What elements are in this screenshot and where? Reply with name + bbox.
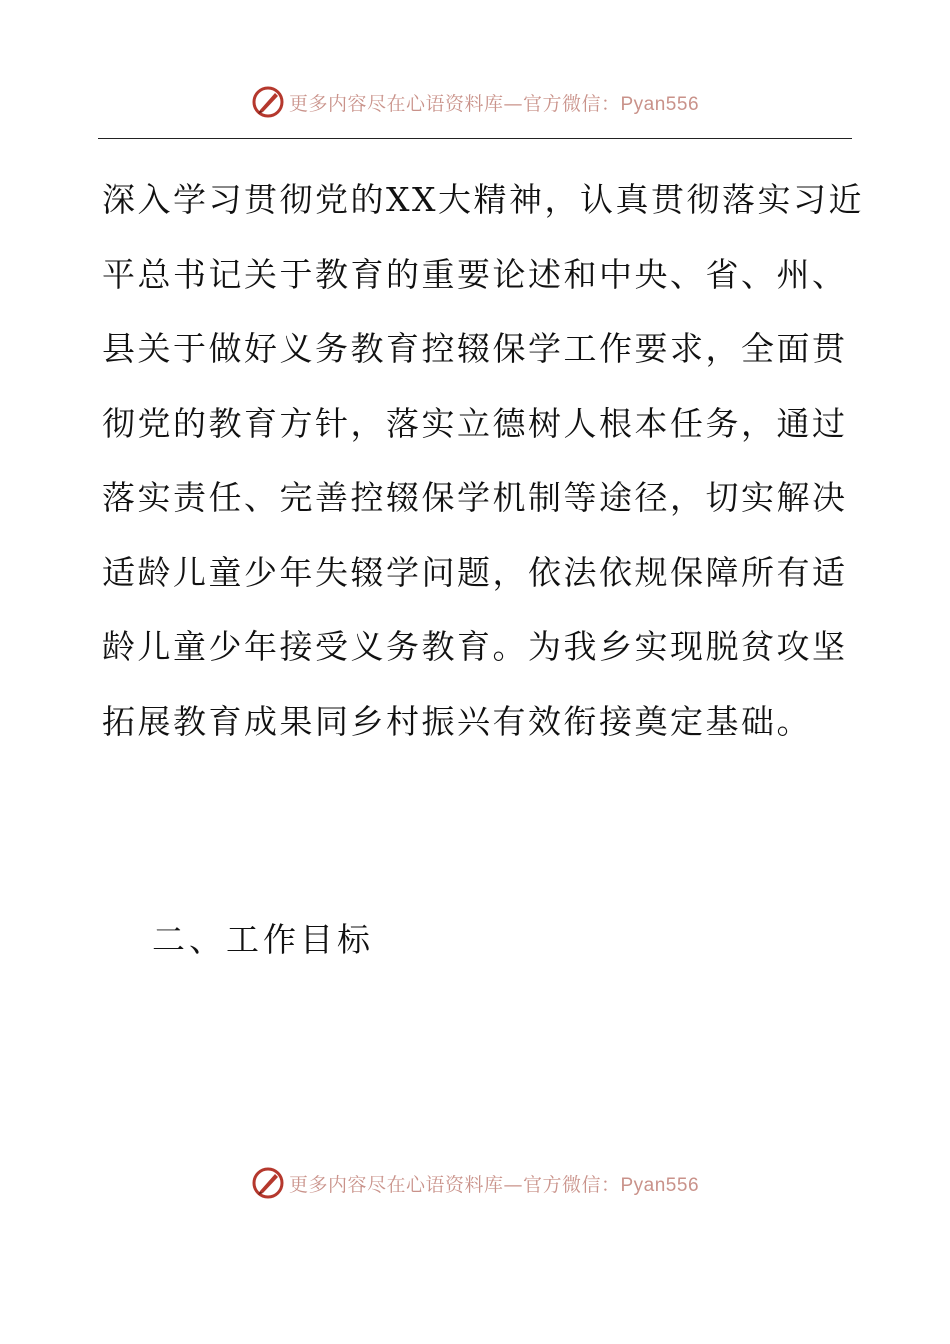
header-banner-wechat-id: Pyan556 <box>620 93 700 115</box>
paragraph-line: 彻党的教育方针，落实立德树人根本任务，通过 <box>102 403 848 443</box>
paragraph-line: 深入学习贯彻党的XX大精神，认真贯彻落实习近 <box>102 180 864 219</box>
paragraph-line: 平总书记关于教育的重要论述和中央、省、州、 <box>102 254 848 294</box>
footer-banner <box>0 1163 950 1203</box>
body-paragraph <box>102 163 864 759</box>
header-divider <box>98 138 852 139</box>
footer-banner-text <box>289 1170 699 1197</box>
header-banner <box>0 82 950 122</box>
paragraph-line: 落实责任、完善控辍保学机制等途径，切实解决 <box>102 478 848 517</box>
paragraph-line: 县关于做好义务教育控辍保学工作要求，全面贯 <box>102 329 848 368</box>
pen-logo-icon <box>251 85 285 119</box>
footer-banner-label: 更多内容尽在心语资料库—官方微信： <box>288 1173 621 1196</box>
footer-banner-wechat-id: Pyan556 <box>620 1174 700 1196</box>
paragraph-line: 适龄儿童少年失辍学问题，依法依规保障所有适 <box>102 552 848 592</box>
paragraph-line: 拓展教育成果同乡村振兴有效衔接奠定基础。 <box>102 701 812 741</box>
section-heading: 二、工作目标 <box>152 920 374 959</box>
paragraph-line: 龄儿童少年接受义务教育。为我乡实现脱贫攻坚 <box>102 627 848 666</box>
header-banner-label: 更多内容尽在心语资料库—官方微信： <box>288 92 621 115</box>
pen-logo-icon <box>251 1166 285 1200</box>
header-banner-text <box>289 89 699 116</box>
